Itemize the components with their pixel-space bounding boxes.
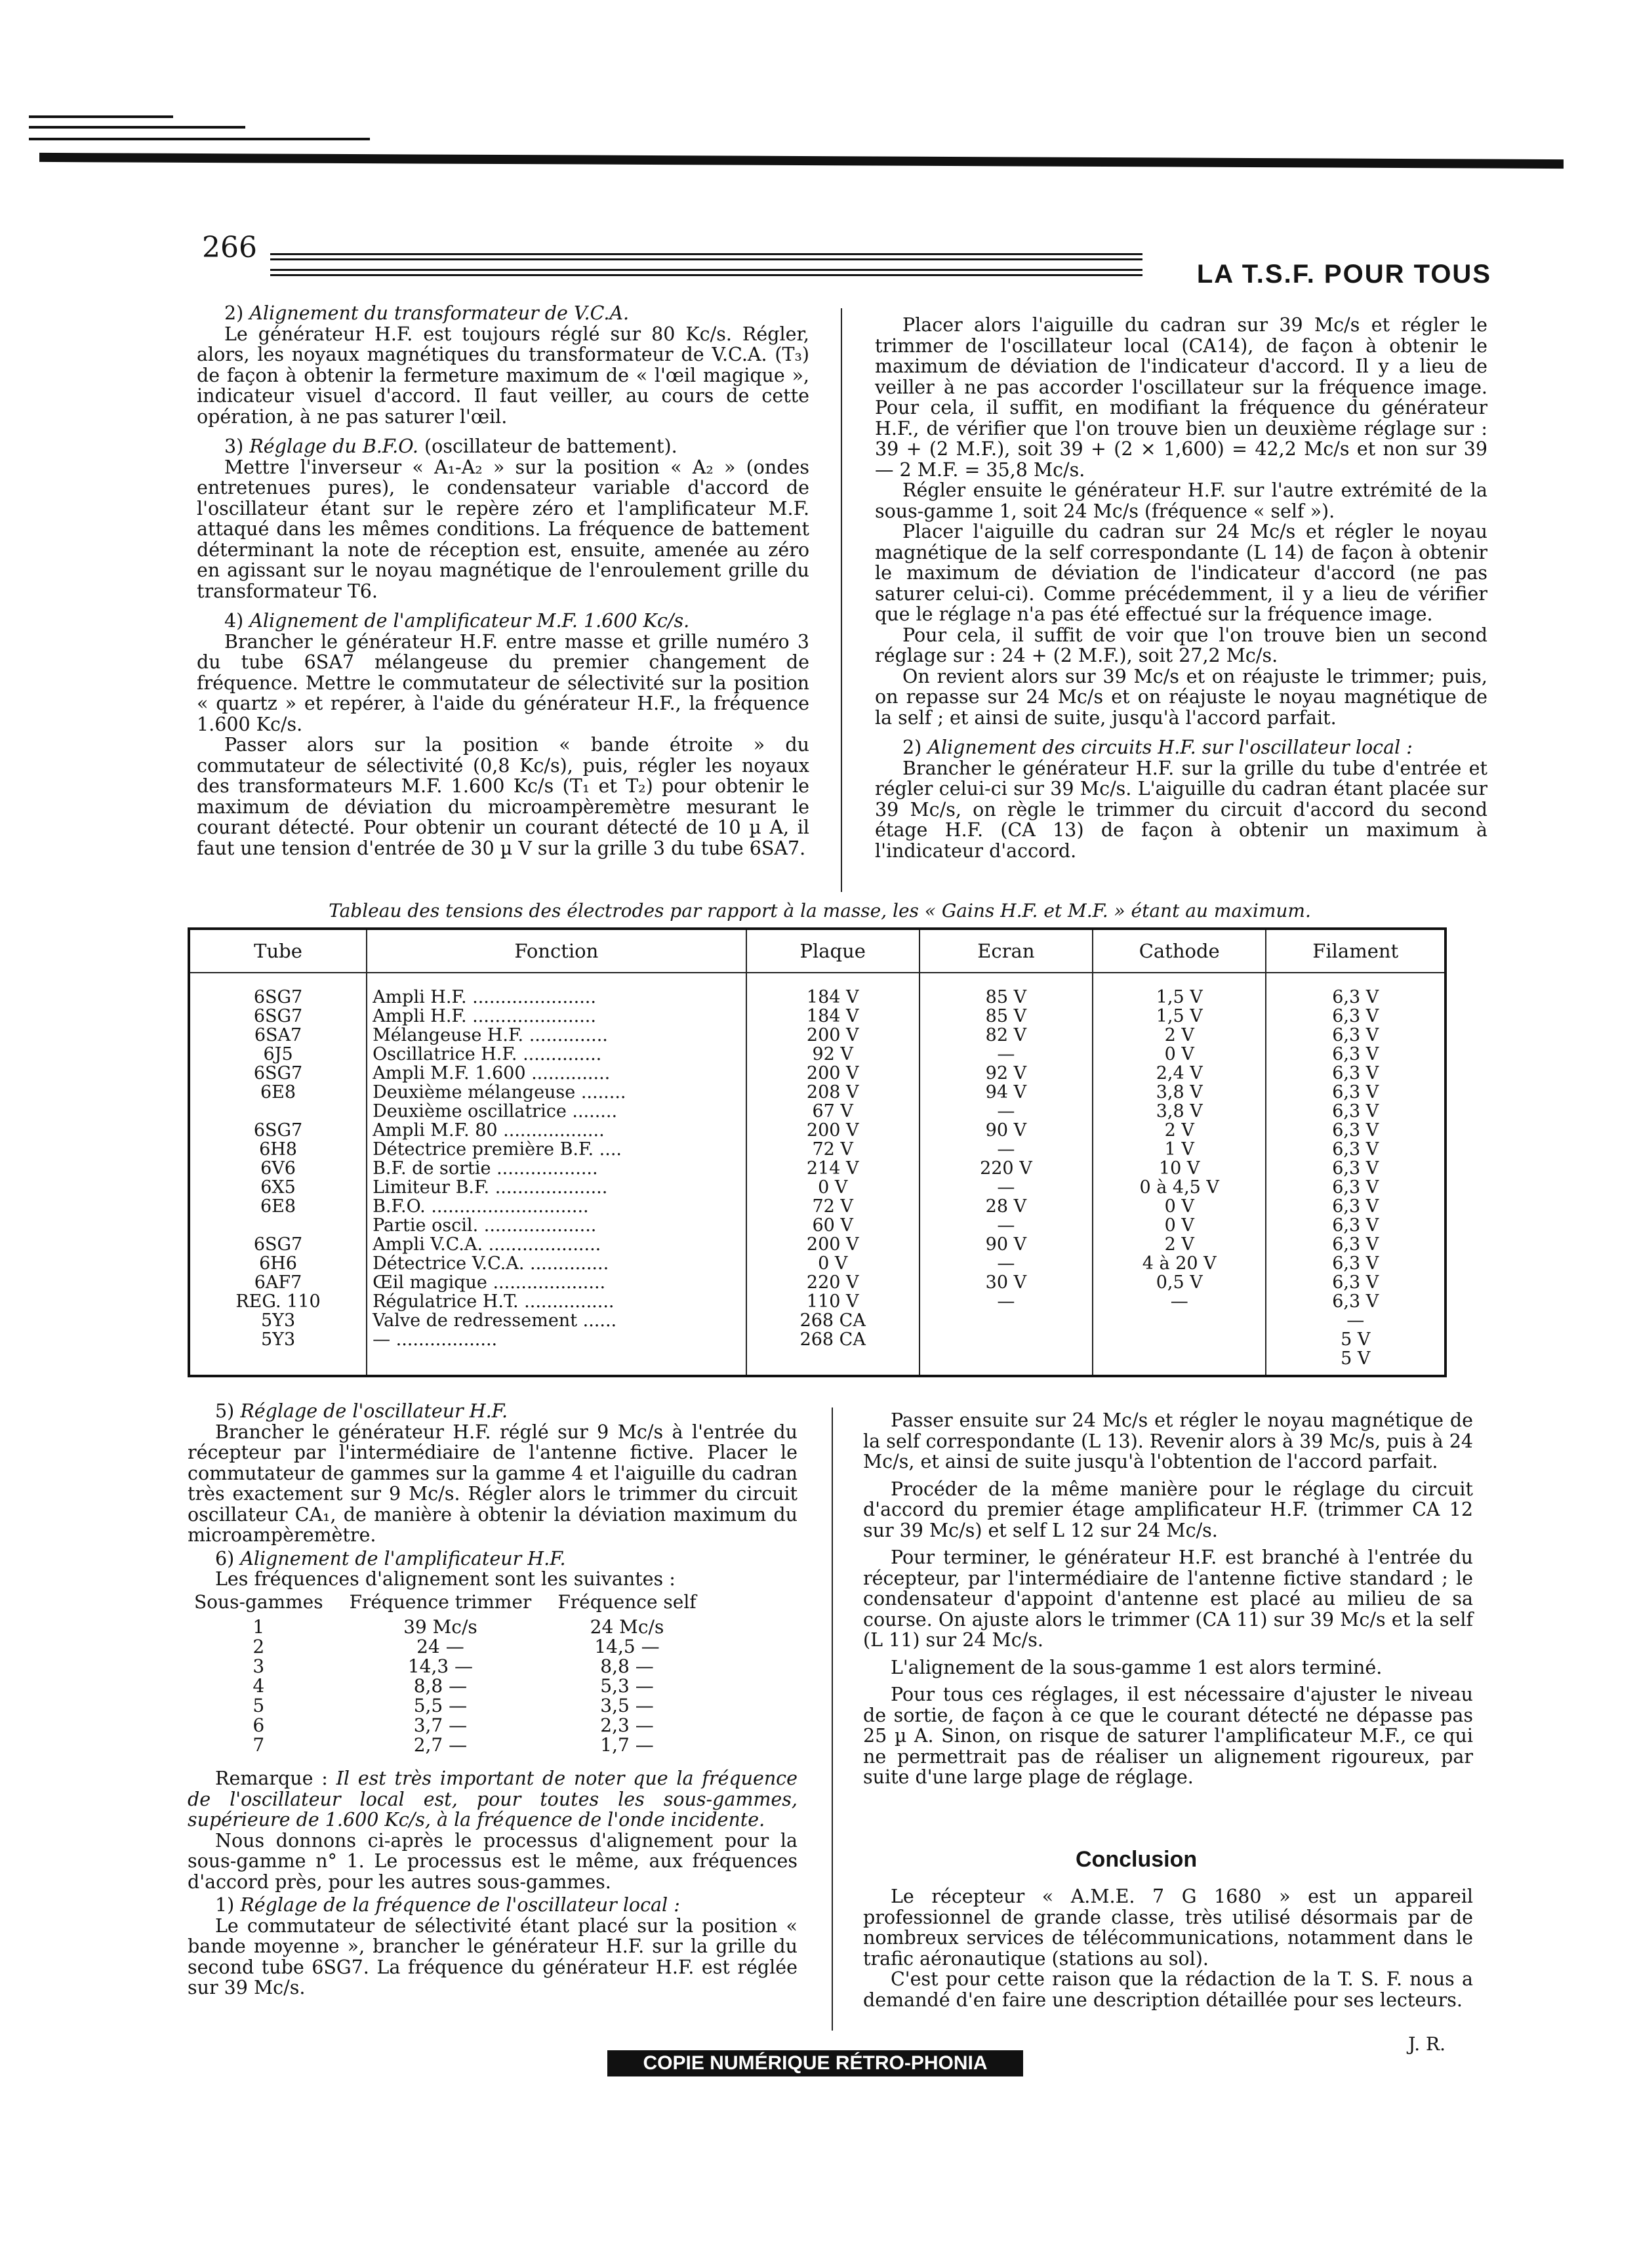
paragraph: L'alignement de la sous-gamme 1 est alors terminé. — [891, 1656, 1383, 1678]
paragraph: Placer l'aiguille du cadran sur 24 Mc/s et régler le noyau magnétique de la self correspondante (L 14) de façon à obtenir le maximum de déviation de l'indicateur d'accord (ne pas saturer celui-ci). Comme précédemment, il y a lieu de vérifier que le réglage n'a pas été effectué sur la fréquence image. — [875, 521, 1487, 625]
column-divider-top — [841, 308, 842, 892]
header-rule-b — [270, 258, 1142, 260]
footer-banner: COPIE NUMÉRIQUE RÉTRO-PHONIA — [607, 2050, 1023, 2076]
freq-header-self: Fréquence self — [557, 1591, 697, 1613]
freq-header-sous-gammes: Sous-gammes — [194, 1591, 323, 1613]
frequency-table — [181, 1592, 710, 1755]
filament-column: 6,3 V 6,3 V 6,3 V 6,3 V 6,3 V 6,3 V 6,3 V 6,3 V 6,3 V 6,3 V 6,3 V 6,3 V 6,3 V 6,3 V 6,3 V 6,3 V 6,3 V — 5 V 5 V — [1266, 973, 1445, 1376]
header-rule-a — [270, 253, 1142, 255]
top-rule-thin-2 — [29, 126, 245, 129]
top-rule-thin-1 — [29, 115, 173, 118]
paragraph: Pour terminer, le générateur H.F. est branché à l'entrée du récepteur, par l'intermédiaire de l'antenne fictive standard ; le condensateur d'appoint d'antenne est placé au milieu de sa course. On ajuste alors le trimmer (CA 11) sur 39 Mc/s et la self (L 11) sur 24 Mc/s. — [863, 1547, 1473, 1651]
table-row: 7 2,7 — 1,7 — — [253, 1734, 654, 1756]
section-heading: Alignement de l'amplificateur H.F. — [240, 1547, 566, 1569]
remark-lead: Remarque : — [215, 1768, 336, 1789]
section-heading: Réglage de la fréquence de l'oscillateur local : — [240, 1894, 680, 1916]
table-caption: Tableau des tensions des électrodes par rapport à la masse, les « Gains H.F. et M.F. » étant au maximum. — [329, 900, 1311, 921]
plaque-column: 184 V 184 V 200 V 92 V 200 V 208 V 67 V 200 V 72 V 214 V 0 V 72 V 60 V 200 V 0 V 220 V 110 V 268 CA 268 CA — [746, 973, 920, 1376]
conclusion-heading: Conclusion — [1076, 1847, 1198, 1872]
table-row: 6 3,7 — 2,3 — — [253, 1714, 654, 1736]
table-row: 3 14,3 — 8,8 — — [253, 1655, 654, 1677]
paragraph: Brancher le générateur H.F. entre masse et grille numéro 3 du tube 6SA7 mélangeuse du premier changement de fréquence. Mettre le commutateur de sélectivité sur la position « quartz » et repérer, à l'aide du générateur H.F., la fréquence 1.600 Kc/s. — [197, 630, 809, 735]
left-top-column: 2) Alignement du transformateur de V.C.A. Le générateur H.F. est toujours réglé sur 80 Kc/s. Régler, alors, les noyaux magnétiques du transformateur de V.C.A. (T₃) de façon à obtenir la fermeture maximum de « l'œil magique », indicateur visuel d'accord. Il faut veiller, au cours de cette opération, à ne pas saturer l'œil. 3) Réglage du B.F.O. (oscillateur de battement). Mettre l'inverseur « A₁-A₂ » sur la position « A₂ » (ondes entretenues pures), le condensateur variable d'accord de l'oscillateur étant sur le repère zéro et l'amplificateur M.F. attaqué dans les mêmes conditions. La fréquence de battement déterminant la note de réception est, ensuite, amenée au zéro en agissant sur le noyau magnétique de l'enroulement grille du transformateur T6. 4) Alignement de l'amplificateur M.F. 1.600 Kc/s. Brancher le générateur H.F. entre masse et grille numéro 3 du tube 6SA7 mélangeuse du premier changement de fréquence. Mettre le commutateur de sélectivité sur la position « quartz » et repérer, à l'aide du générateur H.F., la fréquence 1.600 Kc/s. Passer alors sur la position « bande étroite » du commutateur de sélectivité (0,8 Kc/s), puis, régler les noyaux des transformateurs M.F. 1.600 Kc/s (T₁ et T₂) pour obtenir le maximum de déviation du microampèremètre mesurant le courant détecté. Pour obtenir un courant détecté de 10 µ A, il faut une tension d'entrée de 30 µ V sur la grille 3 du tube 6SA7. — [197, 302, 809, 859]
paragraph: Régler ensuite le générateur H.F. sur l'autre extrémité de la sous-gamme 1, soit 24 Mc/s (fréquence « self »). — [875, 479, 1487, 522]
left-bottom-column-b: Remarque : Il est très important de noter que la fréquence de l'oscillateur local est, pour toutes les sous-gammes, supérieure de 1.600 Kc/s, à la fréquence de l'onde incidente. Nous donnons ci-après le processus d'alignement pour la sous-gamme n° 1. Le processus est le même, aux fréquences d'accord près, pour les autres sous-gammes. 1) Réglage de la fréquence de l'oscillateur local : Le commutateur de sélectivité étant placé sur la position « bande moyenne », brancher le générateur H.F. sur la grille du second tube 6SG7. La fréquence du générateur H.F. est réglée sur 39 Mc/s. — [188, 1768, 798, 1998]
col-header-cathode: Cathode — [1093, 929, 1266, 973]
top-rule-thick — [39, 153, 1564, 169]
header-rule-c — [270, 269, 1142, 271]
conclusion-body — [863, 1886, 1473, 2010]
freq-header-trimmer: Fréquence trimmer — [349, 1591, 532, 1613]
paragraph: Passer ensuite sur 24 Mc/s et régler le noyau magnétique de la self correspondante (L 13). Revenir alors à 39 Mc/s, puis à 24 Mc/s, et ainsi de suite jusqu'à l'obtention de l'accord parfait. — [863, 1409, 1473, 1472]
fonction-column: Ampli H.F. ...................... Ampli H.F. ...................... Mélangeuse H.F. .............. Oscillatrice H.F. .............. Ampli M.F. 1.600 .............. Deuxième mélangeuse ........ Deuxième oscillatrice ........ Ampli M.F. 80 .................. Détectrice première B.F. .... B.F. de sortie .................. Limiteur B.F. .................... B.F.O. ............................ Partie oscil. .................... Ampli V.C.A. .................... Détectrice V.C.A. .............. Œil magique .................... Régulatrice H.T. ................ Valve de redressement ...... — .................. — [367, 973, 746, 1376]
journal-title: LA T.S.F. POUR TOUS — [1196, 260, 1491, 289]
section-heading: Réglage du B.F.O. — [249, 435, 418, 457]
tube-column: 6SG7 6SG7 6SA7 6J5 6SG7 6E8 6SG7 6H8 6V6 6X5 6E8 6SG7 6H6 6AF7 REG. 110 5Y3 5Y3 — [189, 973, 367, 1376]
paragraph: Le récepteur « A.M.E. 7 G 1680 » est un appareil professionnel de grande classe, très utilisé désormais par de nombreux services de télécommunications, notamment dans le trafic aéronautique (stations au sol). — [863, 1886, 1473, 1970]
paragraph: Passer alors sur la position « bande étroite » du commutateur de sélectivité (0,8 Kc/s), puis, régler les noyaux des transformateurs M.F. 1.600 Kc/s (T₁ et T₂) pour obtenir le maximum de déviation du microampèremètre mesurant le courant détecté. Pour obtenir un courant détecté de 10 µ A, il faut une tension d'entrée de 30 µ V sur la grille 3 du tube 6SA7. — [197, 734, 809, 859]
table-row: 2 24 — 14,5 — — [253, 1636, 660, 1657]
paragraph: Le commutateur de sélectivité étant placé sur la position « bande moyenne », brancher le générateur H.F. sur la grille du second tube 6SG7. La fréquence du générateur H.F. est réglée sur 39 Mc/s. — [188, 1914, 798, 1998]
paragraph: Nous donnons ci-après le processus d'alignement pour la sous-gamme n° 1. Le processus est le même, aux fréquences d'accord près, pour les autres sous-gammes. — [188, 1829, 798, 1893]
voltage-table-header — [189, 929, 1445, 973]
paragraph: Pour tous ces réglages, il est nécessaire d'ajuster le niveau de sortie, de façon à ce que le courant détecté ne dépasse pas 25 µ A. Sinon, on risque de saturer l'amplificateur M.F., ce qui ne permettrait pas de réaliser un alignement rigoureux, par suite d'une large plage de réglage. — [863, 1684, 1473, 1788]
col-header-ecran: Ecran — [920, 929, 1093, 973]
section-heading: Alignement de l'amplificateur M.F. 1.600 Kc/s. — [249, 610, 690, 632]
paragraph: Brancher le générateur H.F. sur la grille du tube d'entrée et régler celui-ci sur 39 Mc/s. L'aiguille du cadran étant placée sur 39 Mc/s, on règle le trimmer du circuit d'accord du second étage H.F. (CA 13) de façon à obtenir un maximum à l'indicateur d'accord. — [875, 757, 1487, 862]
paragraph: Brancher le générateur H.F. réglé sur 9 Mc/s à l'entrée du récepteur par l'intermédiaire de l'antenne fictive. Placer le commutateur de gammes sur la gamme 4 et l'aiguille du cadran très exactement sur 9 Mc/s. Régler alors le trimmer du circuit oscillateur CA₁, de manière à obtenir la déviation maximum du microampèremètre. — [188, 1421, 798, 1546]
paragraph: On revient alors sur 39 Mc/s et on réajuste le trimmer; puis, on repasse sur 24 Mc/s et on réajuste le noyau magnétique de la self ; et ainsi de suite, jusqu'à l'accord parfait. — [875, 665, 1487, 729]
page-number: 266 — [202, 231, 257, 264]
column-divider-bottom — [832, 1407, 833, 2031]
voltage-table-body — [189, 973, 1445, 1376]
col-header-filament: Filament — [1266, 929, 1445, 973]
col-header-plaque: Plaque — [746, 929, 920, 973]
cathode-column: 1,5 V 1,5 V 2 V 0 V 2,4 V 3,8 V 3,8 V 2 V 1 V 10 V 0 à 4,5 V 0 V 0 V 2 V 4 à 20 V 0,5 V — — [1093, 973, 1266, 1376]
signature: J. R. — [1408, 2033, 1445, 2055]
paragraph: Mettre l'inverseur « A₁-A₂ » sur la position « A₂ » (ondes entretenues pures), le condensateur variable d'accord de l'oscillateur étant sur le repère zéro et l'amplificateur M.F. attaqué dans les mêmes conditions. La fréquence de battement déterminant la note de réception est, ensuite, amenée au zéro en agissant sur le noyau magnétique de l'enroulement grille du transformateur T6. — [197, 456, 809, 602]
paragraph: Placer alors l'aiguille du cadran sur 39 Mc/s et régler le trimmer de l'oscillateur local (CA14), de façon à obtenir le maximum de déviation de l'indicateur d'accord. Il y a lieu de veiller à ne pas accorder l'oscillateur sur la fréquence image. Pour cela, il suffit, en modifiant la fréquence du générateur H.F., de vérifier que l'on trouve bien un deuxième réglage sur : 39 + (2 M.F.), soit 39 + (2 × 1,600) = 42,2 Mc/s et non sur 39 — 2 M.F. = 35,8 Mc/s. — [875, 314, 1487, 481]
top-rule-thin-3 — [29, 138, 370, 140]
table-row: 4 8,8 — 5,3 — — [253, 1675, 654, 1697]
right-bottom-column — [863, 1410, 1473, 1788]
ecran-column: 85 V 85 V 82 V — 92 V 94 V — 90 V — 220 V — 28 V — 90 V — 30 V — — [920, 973, 1093, 1376]
table-row: 5 5,5 — 3,5 — — [253, 1695, 654, 1716]
header-rule-d — [270, 274, 1142, 276]
paragraph: Pour cela, il suffit de voir que l'on trouve bien un second réglage sur : 24 + (2 M.F.), soit 27,2 Mc/s. — [875, 624, 1487, 666]
paragraph: Procéder de la même manière pour le réglage du circuit d'accord du premier étage amplificateur H.F. (trimmer CA 12 sur 39 Mc/s) et self L 12 sur 24 Mc/s. — [863, 1478, 1473, 1541]
col-header-tube: Tube — [189, 929, 367, 973]
left-bottom-column-a: 5) Réglage de l'oscillateur H.F. Brancher le générateur H.F. réglé sur 9 Mc/s à l'entrée du récepteur par l'intermédiaire de l'antenne fictive. Placer le commutateur de gammes sur la gamme 4 et l'aiguille du cadran très exactement sur 9 Mc/s. Régler alors le trimmer du circuit oscillateur CA₁, de manière à obtenir la déviation maximum du microampèremètre. 6) Alignement de l'amplificateur H.F. Les fréquences d'alignement sont les suivantes : — [188, 1400, 798, 1590]
remark-text: Il est très important de noter que la fréquence de l'oscillateur local est, pour toutes les sous-gammes, supérieure de 1.600 Kc/s, à la fréquence de l'onde incidente. — [188, 1768, 798, 1831]
paragraph: Les fréquences d'alignement sont les suivantes : — [215, 1568, 676, 1590]
voltage-table — [188, 927, 1447, 1377]
section-heading: Alignement des circuits H.F. sur l'oscillateur local : — [927, 737, 1413, 758]
section-heading: Alignement du transformateur de V.C.A. — [249, 302, 630, 324]
right-top-column: Placer alors l'aiguille du cadran sur 39 Mc/s et régler le trimmer de l'oscillateur local (CA14), de façon à obtenir le maximum de déviation de l'indicateur d'accord. Il y a lieu de veiller à ne pas accorder l'oscillateur sur la fréquence image. Pour cela, il suffit, en modifiant la fréquence du générateur H.F., de vérifier que l'on trouve bien un deuxième réglage sur : 39 + (2 M.F.), soit 39 + (2 × 1,600) = 42,2 Mc/s et non sur 39 — 2 M.F. = 35,8 Mc/s. Régler ensuite le générateur H.F. sur l'autre extrémité de la sous-gamme 1, soit 24 Mc/s (fréquence « self »). Placer l'aiguille du cadran sur 24 Mc/s et régler le noyau magnétique de la self correspondante (L 14) de façon à obtenir le maximum de déviation de l'indicateur d'accord (ne pas saturer celui-ci). Comme précédemment, il y a lieu de vérifier que le réglage n'a pas été effectué sur la fréquence image. Pour cela, il suffit de voir que l'on trouve bien un second réglage sur : 24 + (2 M.F.), soit 27,2 Mc/s. On revient alors sur 39 Mc/s et on réajuste le trimmer; puis, on repasse sur 24 Mc/s et on réajuste le noyau magnétique de la self ; et ainsi de suite, jusqu'à l'accord parfait. 2) Alignement des circuits H.F. sur l'oscillateur local : Brancher le générateur H.F. sur la grille du tube d'entrée et régler celui-ci sur 39 Mc/s. L'aiguille du cadran étant placée sur 39 Mc/s, on règle le trimmer du circuit d'accord du second étage H.F. (CA 13) de façon à obtenir un maximum à l'indicateur d'accord. — [875, 314, 1487, 862]
paragraph: C'est pour cette raison que la rédaction de la T. S. F. nous a demandé d'en faire une description détaillée pour ses lecteurs. — [863, 1968, 1473, 2011]
col-header-fonction: Fonction — [367, 929, 746, 973]
paragraph: Le générateur H.F. est toujours réglé sur 80 Kc/s. Régler, alors, les noyaux magnétiques du transformateur de V.C.A. (T₃) de façon à obtenir la fermeture maximum de « l'œil magique », indicateur visuel d'accord. Il faut veiller, au cours de cette opération, à ne pas saturer l'œil. — [197, 323, 809, 428]
section-heading: Réglage de l'oscillateur H.F. — [240, 1400, 508, 1422]
table-row: 1 39 Mc/s 24 Mc/s — [253, 1616, 664, 1638]
